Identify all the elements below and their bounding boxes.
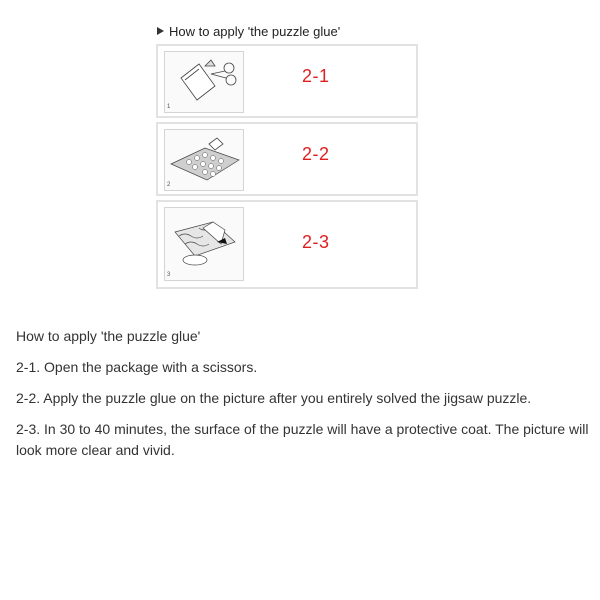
step-code: 2-3	[302, 232, 330, 252]
step-box-2-1	[156, 44, 418, 118]
step-thumbnail-1	[164, 51, 244, 113]
step-box-2-2	[156, 122, 418, 196]
instruction-line-2-3: 2-3. In 30 to 40 minutes, the surface of the puzzle will have a protective coat. The picture will look more clear and vivid.	[16, 421, 589, 458]
step-thumbnail-3	[164, 207, 244, 281]
step-code: 2-1	[302, 66, 330, 86]
instructions-text	[16, 326, 590, 471]
step-box-2-3	[156, 200, 418, 289]
glue-spreading-icon	[165, 208, 243, 280]
scissors-package-icon	[165, 52, 243, 112]
section-header	[157, 22, 340, 40]
instructions-title: How to apply 'the puzzle glue'	[16, 328, 201, 344]
triangle-bullet-icon	[157, 27, 164, 35]
step-code: 2-2	[302, 144, 330, 164]
instruction-line-2-1: 2-1. Open the package with a scissors.	[16, 359, 258, 375]
instruction-line-2-2: 2-2. Apply the puzzle glue on the picture after you entirely solved the jigsaw puzzle.	[16, 390, 532, 406]
puzzle-glue-icon	[165, 130, 243, 190]
step-thumbnail-number: 2	[167, 182, 171, 188]
step-thumbnail-2	[164, 129, 244, 191]
step-thumbnail-number: 1	[167, 104, 171, 110]
section-header-title: How to apply 'the puzzle glue'	[169, 23, 341, 39]
step-thumbnail-number: 3	[167, 272, 171, 278]
